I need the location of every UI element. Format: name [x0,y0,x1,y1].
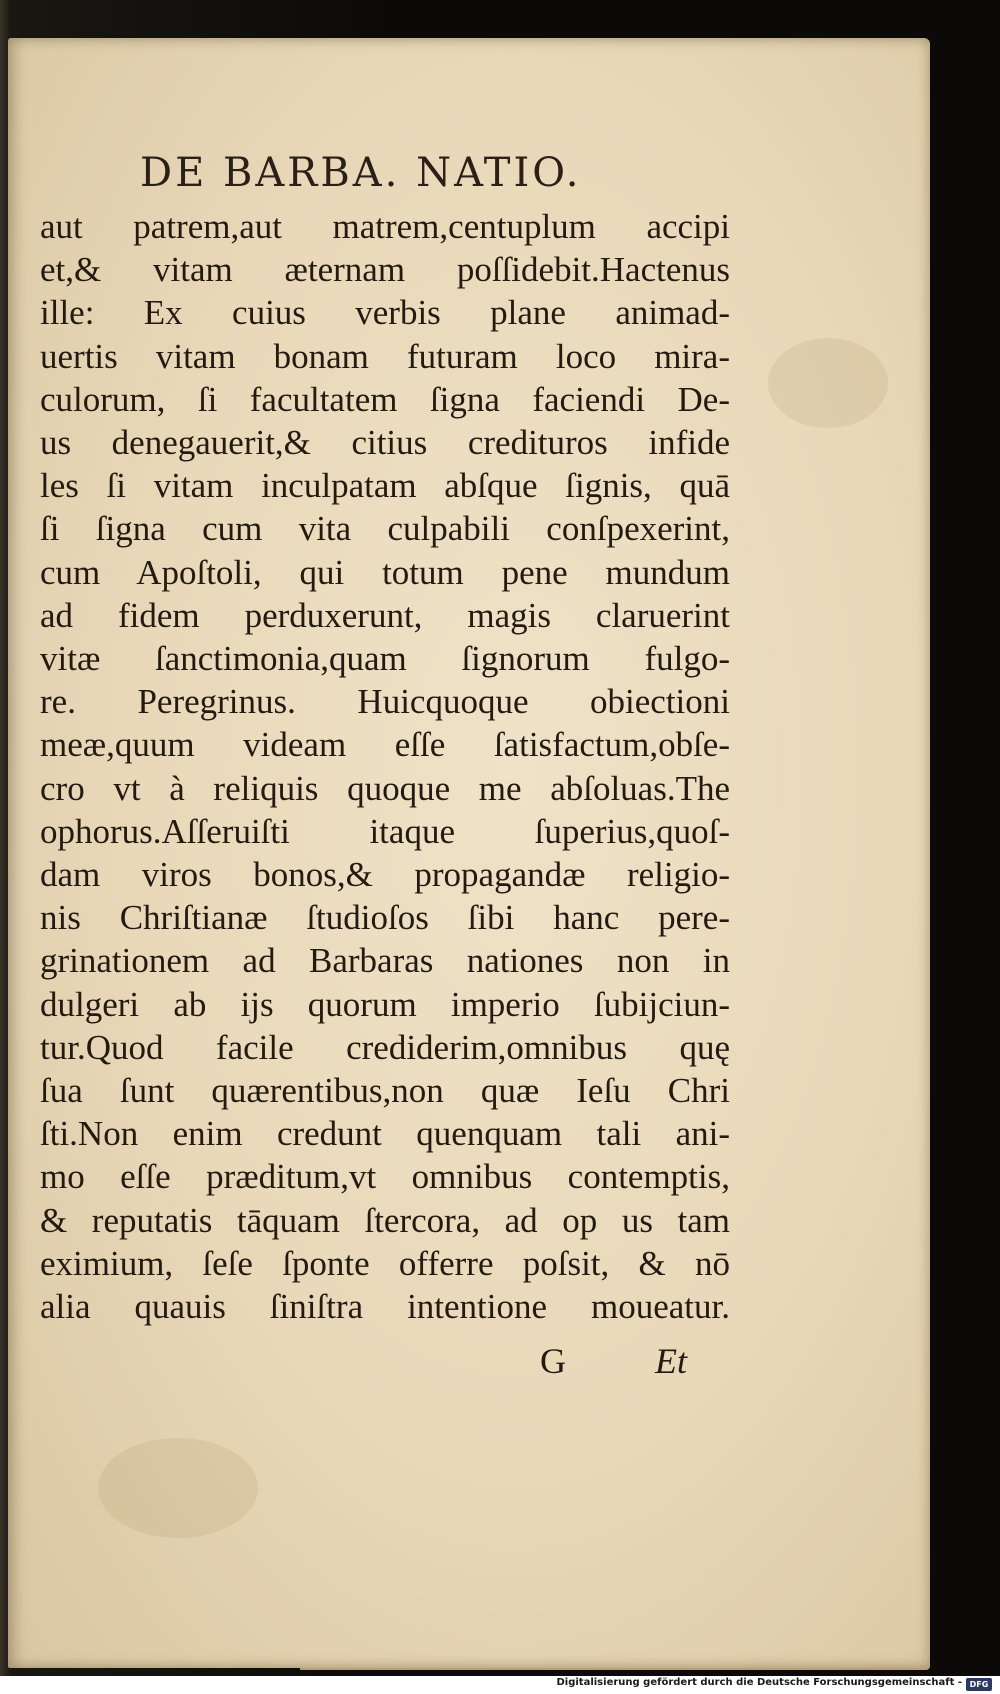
dfg-logo-icon: DFG [966,1678,992,1691]
text-block [40,205,730,1328]
text-line: culorum, ſi facultatem ſigna faciendi De- [40,379,730,419]
text-line: eximium, ſeſe ſponte offerre poſsit, & nō [40,1243,730,1283]
text-line: ſi ſigna cum vita culpabili conſpexerint, [40,509,730,549]
text-line: & reputatis tāquam ſtercora, ad op us tam [40,1200,730,1240]
text-line: dam viros bonos,& propagandæ religio- [40,855,730,895]
running-head: DE BARBA. NATIO. [140,150,582,196]
catchword: Et [655,1341,687,1381]
text-line: ad fidem perduxerunt, magis claruerint [40,595,730,635]
text-line: tur.Quod facile crediderim,omnibus quę [40,1027,730,1067]
text-line: mo eſſe præditum,vt omnibus contemptis, [40,1157,730,1197]
text-line: cro vt à reliquis quoque me abſoluas.The [40,768,730,808]
text-line: uertis vitam bonam futuram loco mira- [40,336,730,376]
text-line: aut patrem,aut matrem,centuplum accipi [40,207,730,246]
text-line: ſti.Non enim credunt quenquam tali ani- [40,1114,730,1154]
signature-mark: G [540,1341,566,1381]
text-line: cum Apoſtoli, qui totum pene mundum [40,552,730,592]
text-line: et,& vitam æternam poſſidebit.Hactenus [40,250,730,290]
text-line: nis Chriſtianæ ſtudioſos ſibi hanc pere- [40,898,730,938]
text-line: ophorus.Aſſeruiſti itaque ſuperius,quoſ- [40,811,730,851]
text-line: alia quauis ſiniſtra intentione moueatur. [40,1287,730,1327]
paper-stain [768,338,888,428]
funding-credit: Digitalisierung gefördert durch die Deutsche Forschungsgemeinschaft - [556,1677,962,1688]
text-line: dulgeri ab ijs quorum imperio ſubijciun- [40,984,730,1024]
text-line: vitæ ſanctimonia,quam ſignorum fulgo- [40,639,730,679]
paper-stain [98,1438,258,1538]
text-line: grinationem ad Barbaras nationes non in [40,941,730,981]
text-line: meæ,quum videam eſſe ſatisfactum,obſe- [40,725,730,765]
text-line: ſua ſunt quærentibus,non quæ Ieſu Chri [40,1071,730,1111]
text-line: ille: Ex cuius verbis plane animad- [40,293,730,333]
text-line: us denegauerit,& citius credituros infide [40,423,730,463]
text-line: re. Peregrinus. Huicquoque obiectioni [40,682,730,722]
text-line: les ſi vitam inculpatam abſque ſignis, quā [40,466,730,506]
